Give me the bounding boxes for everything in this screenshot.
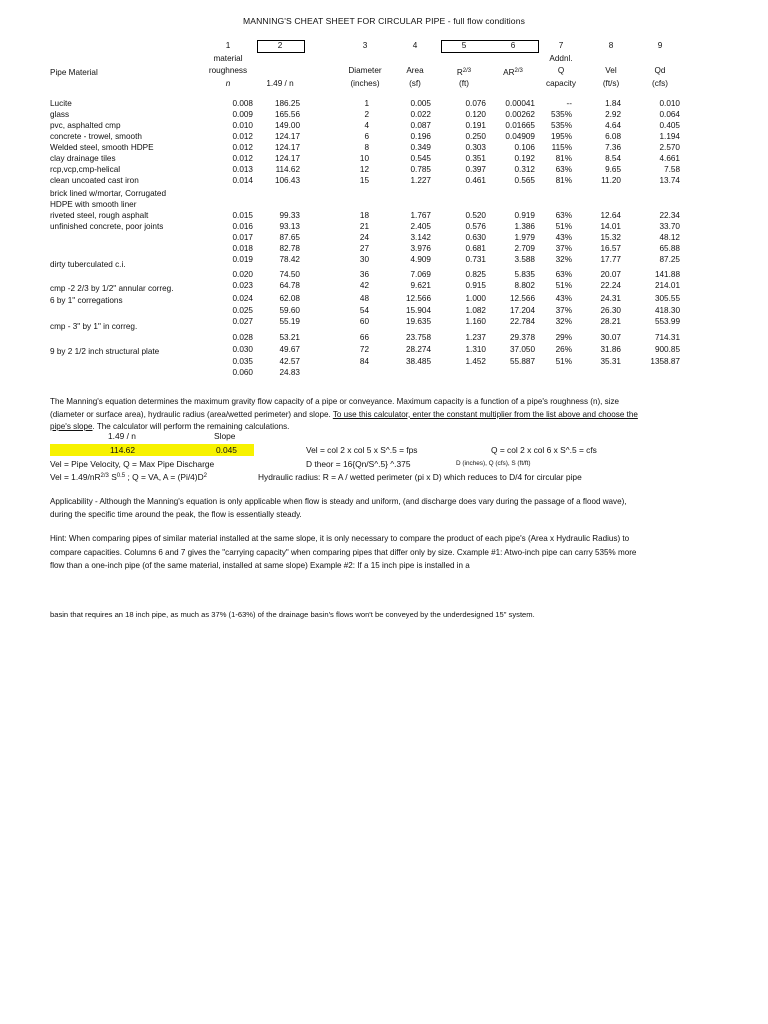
col1-line1: material: [213, 53, 243, 63]
table-cell-col4: 0.196: [410, 132, 431, 141]
table-cell-col6: 55.887: [509, 357, 535, 366]
table-cell-col4: 0.349: [410, 143, 431, 152]
header-col7: [538, 40, 584, 90]
material-welded-steel: Welded steel, smooth HDPE: [50, 143, 154, 152]
discharge-equation: Q = col 2 x col 6 x S^.5 = cfs: [491, 445, 597, 455]
material-pvc: pvc, asphalted cmp: [50, 121, 121, 130]
col4-line3: (sf): [409, 78, 421, 88]
input-constant[interactable]: 114.62: [110, 445, 135, 455]
table-cell-col3: 10: [359, 154, 369, 163]
table-row: [0, 99, 768, 110]
table-cell-col7: 26%: [555, 345, 572, 354]
col6-line2: $AR^{2/3}$: [503, 68, 523, 78]
col7-line3: capacity: [545, 78, 577, 88]
intro-paragraph: The Manning's equation determines the maximum gravity flow capacity of a pipe or conveyance. Maximum capacity is a function of a pipe's roughness (n), size (diameter or surface area), hydraulic radius (area/wetted perimeter) and slope. To use this calculator, enter the constant multiplier from the list above and choose the pipe's slope. The calculator will perform the remaining calculations.: [50, 397, 638, 431]
table-cell-col9: 714.31: [654, 333, 680, 342]
table-cell-col7: 81%: [555, 176, 572, 185]
table-cell-col2: 78.42: [279, 255, 300, 264]
table-cell-col4: 23.758: [405, 333, 431, 342]
table-cell-col6: 37.050: [509, 345, 535, 354]
table-cell-col7: 43%: [555, 233, 572, 242]
header-col2: [257, 40, 303, 90]
table-cell-col9: 13.74: [659, 176, 680, 185]
table-cell-col6: 17.204: [509, 306, 535, 315]
table-cell-col5: 0.576: [465, 222, 486, 231]
table-cell-col3: 6: [364, 132, 369, 141]
header-col6: [489, 40, 537, 90]
table-cell-col2: 124.17: [274, 132, 300, 141]
table-cell-col7: 51%: [555, 357, 572, 366]
table-cell-col3: 42: [359, 281, 369, 290]
material-unfinished-concrete: unfinished concrete, poor joints: [50, 222, 164, 231]
col4-line2: Area: [406, 66, 424, 76]
table-cell-col8: 2.92: [605, 110, 621, 119]
col5-number: 5: [461, 41, 467, 50]
table-cell-col7: 63%: [555, 270, 572, 279]
table-cell-col7: 37%: [555, 244, 572, 253]
table-cell-col1: 0.027: [232, 317, 253, 326]
col9-number: 9: [657, 41, 663, 50]
table-cell-col4: 1.767: [410, 211, 431, 220]
table-cell-col3: 48: [359, 294, 369, 303]
table-cell-col6: 2.709: [514, 244, 535, 253]
table-cell-col1: 0.028: [232, 333, 253, 342]
table-cell-col1: 0.018: [232, 244, 253, 253]
table-cell-col5: 0.351: [465, 154, 486, 163]
col3-line2: Diameter: [348, 66, 382, 76]
table-cell-col4: 0.785: [410, 165, 431, 174]
table-row: [0, 211, 768, 222]
table-cell-col4: 9.621: [410, 281, 431, 290]
header-col3: [340, 40, 390, 90]
table-cell-col5: 0.250: [465, 132, 486, 141]
table-row: [0, 333, 768, 344]
header-col4: [398, 40, 432, 90]
table-cell-col3: 54: [359, 306, 369, 315]
table-cell-col8: 8.54: [605, 154, 621, 163]
material-cast-iron: clean uncoated cast iron: [50, 176, 139, 185]
table-cell-col6: 0.312: [514, 165, 535, 174]
table-cell-col3: 30: [359, 255, 369, 264]
table-cell-col2: 149.00: [274, 121, 300, 130]
col3-line3: (inches): [350, 78, 380, 88]
table-row: [0, 222, 768, 233]
table-cell-col7: 81%: [555, 154, 572, 163]
table-row: [0, 110, 768, 121]
material-structural-plate: 9 by 2 1/2 inch structural plate: [50, 347, 160, 356]
table-cell-col3: 15: [359, 176, 369, 185]
table-cell-col3: 72: [359, 345, 369, 354]
table-cell-col6: 5.835: [514, 270, 535, 279]
table-cell-col7: 63%: [555, 165, 572, 174]
table-cell-col9: 0.064: [659, 110, 680, 119]
table-cell-col9: 1.194: [659, 132, 680, 141]
table-cell-col5: 0.461: [465, 176, 486, 185]
table-cell-col8: 16.57: [600, 244, 621, 253]
table-cell-col9: 1358.87: [650, 357, 680, 366]
hint-paragraph: Hint: When comparing pipes of similar material installed at the same slope, it is only necessary to compare the product of each pipe's (Area x Hydraulic Radius) to compare capacities. Columns 6 and 7 gives the "carrying capacity" when comparing pipes that differ only by size. Cxample #1: Atwo-inch pipe can carry 535% more flow than a one-inch pipe (of the same material, installed at same slope) Example #2: If a 15 inch pipe is installed in a: [50, 534, 637, 570]
table-cell-col9: 0.010: [659, 99, 680, 108]
table-cell-col7: 535%: [551, 121, 572, 130]
material-concrete-trowel: concrete - trowel, smooth: [50, 132, 142, 141]
material-rcp: rcp,vcp,cmp-helical: [50, 165, 121, 174]
table-cell-col7: 32%: [555, 317, 572, 326]
table-cell-col9: 0.405: [659, 121, 680, 130]
col4-number: 4: [412, 41, 418, 50]
label-constant: 1.49 / n: [108, 431, 136, 441]
table-cell-col8: 4.64: [605, 121, 621, 130]
table-cell-col7: 535%: [551, 110, 572, 119]
table-cell-col3: 1: [364, 99, 369, 108]
table-cell-col8: 31.86: [600, 345, 621, 354]
col7-line2: Q: [557, 66, 565, 76]
page-title: MANNING'S CHEAT SHEET FOR CIRCULAR PIPE - full flow conditions: [243, 16, 525, 26]
table-cell-col7: 43%: [555, 294, 572, 303]
table-cell-col9: 2.570: [659, 143, 680, 152]
table-cell-col2: 106.43: [274, 176, 300, 185]
table-cell-col1: 0.023: [232, 281, 253, 290]
table-cell-col1: 0.013: [232, 165, 253, 174]
table-cell-col2: 24.83: [279, 368, 300, 377]
table-cell-col6: 3.588: [514, 255, 535, 264]
col3-number: 3: [362, 41, 368, 50]
table-cell-col4: 38.485: [405, 357, 431, 366]
table-cell-col8: 24.31: [600, 294, 621, 303]
d-theor-equation: D theor = 16{Qn/S^.5} ^.375: [306, 459, 411, 469]
header-col8: [594, 40, 628, 90]
table-cell-col9: 305.55: [654, 294, 680, 303]
table-cell-col3: 27: [359, 244, 369, 253]
table-cell-col9: 214.01: [654, 281, 680, 290]
material-clay-tiles: clay drainage tiles: [50, 154, 116, 163]
table-cell-col7: 37%: [555, 306, 572, 315]
table-cell-col5: 0.731: [465, 255, 486, 264]
table-cell-col1: 0.025: [232, 306, 253, 315]
table-cell-col8: 30.07: [600, 333, 621, 342]
table-cell-col6: 22.784: [509, 317, 535, 326]
table-row: [0, 345, 768, 356]
table-cell-col2: 74.50: [279, 270, 300, 279]
table-cell-col8: 11.20: [601, 176, 621, 185]
table-cell-col5: 0.397: [465, 165, 486, 174]
table-cell-col4: 19.635: [405, 317, 431, 326]
table-row: [0, 357, 768, 368]
d-units: D (inches), Q (cfs), S (ft/ft): [456, 460, 531, 467]
table-cell-col4: 0.545: [410, 154, 431, 163]
instruction-underlined: To use this calculator, enter the constant multiplier from the list above and choose the pipe's slope: [50, 409, 638, 431]
col2-number: 2: [277, 41, 283, 50]
table-cell-col2: 93.13: [279, 222, 300, 231]
col2-line3: 1.49 / n: [266, 78, 294, 88]
table-cell-col4: 4.909: [410, 255, 431, 264]
table-cell-col1: 0.015: [232, 211, 253, 220]
table-row: [0, 270, 768, 281]
col8-number: 8: [608, 41, 614, 50]
table-cell-col5: 1.310: [465, 345, 486, 354]
table-cell-col9: 65.88: [659, 244, 680, 253]
col7-line1: Addnl.: [549, 53, 573, 63]
table-cell-col4: 15.904: [405, 306, 431, 315]
table-row: [0, 233, 768, 244]
table-cell-col5: 0.915: [465, 281, 486, 290]
table-cell-col5: 0.520: [465, 211, 486, 220]
table-cell-col1: 0.012: [232, 154, 253, 163]
table-cell-col9: 87.25: [659, 255, 680, 264]
table-cell-col1: 0.009: [232, 110, 253, 119]
table-row: [0, 154, 768, 165]
table-cell-col5: 1.237: [465, 333, 486, 342]
table-cell-col6: 29.378: [509, 333, 535, 342]
col8-line3: (ft/s): [602, 78, 620, 88]
table-row: [0, 281, 768, 292]
col5-line3: (ft): [458, 78, 469, 88]
table-cell-col4: 1.227: [410, 176, 431, 185]
table-cell-col9: 141.88: [654, 270, 680, 279]
table-cell-col4: 7.069: [410, 270, 431, 279]
table-cell-col8: 26.30: [600, 306, 621, 315]
material-riveted-steel: riveted steel, rough asphalt: [50, 211, 149, 220]
table-row: [0, 244, 768, 255]
table-cell-col6: 1.979: [514, 233, 535, 242]
material-brick: brick lined w/mortar, Corrugated: [50, 189, 167, 198]
material-cmp-3by1: cmp - 3" by 1" in correg.: [50, 322, 138, 331]
table-cell-col1: 0.024: [232, 294, 253, 303]
table-cell-col8: 22.24: [600, 281, 621, 290]
table-cell-col1: 0.010: [232, 121, 253, 130]
table-cell-col5: 0.825: [465, 270, 486, 279]
table-cell-col8: 14.01: [600, 222, 621, 231]
table-cell-col1: 0.014: [232, 176, 253, 185]
table-cell-col7: 63%: [555, 211, 572, 220]
table-cell-col7: --: [566, 99, 572, 108]
table-cell-col5: 1.452: [465, 357, 486, 366]
table-cell-col6: 0.106: [514, 143, 535, 152]
col9-line2: Qd: [654, 66, 666, 76]
table-row: [0, 368, 768, 379]
table-cell-col1: 0.008: [232, 99, 253, 108]
table-cell-col2: 87.65: [279, 233, 300, 242]
header-col5: [441, 40, 487, 90]
table-row: [0, 255, 768, 266]
table-cell-col3: 12: [359, 165, 369, 174]
table-cell-col3: 36: [359, 270, 369, 279]
table-cell-col7: 51%: [555, 222, 572, 231]
material-6by1: 6 by 1" corregations: [50, 296, 123, 305]
table-cell-col6: 8.802: [514, 281, 535, 290]
table-cell-col7: 29%: [555, 333, 572, 342]
table-cell-col2: 53.21: [279, 333, 300, 342]
table-cell-col4: 3.142: [410, 233, 431, 242]
table-cell-col1: 0.012: [232, 132, 253, 141]
table-cell-col1: 0.012: [232, 143, 253, 152]
col1-line3: n: [225, 78, 231, 88]
table-cell-col1: 0.060: [232, 368, 253, 377]
table-cell-col6: 12.566: [509, 294, 535, 303]
table-cell-col2: 165.56: [274, 110, 300, 119]
material-cmp-annular: cmp -2 2/3 by 1/2" annular correg.: [50, 284, 174, 293]
table-cell-col2: 55.19: [279, 317, 300, 326]
applicability-paragraph: Applicability - Although the Manning's equation is only applicable when flow is steady and uniform, (and discharge does vary during the passage of a flood wave), during the specific time around the peak, the flow is essentially steady.: [50, 497, 627, 519]
table-cell-col3: 18: [359, 211, 369, 220]
table-cell-col8: 6.08: [605, 132, 621, 141]
table-cell-col4: 0.005: [410, 99, 431, 108]
table-cell-col2: 49.67: [279, 345, 300, 354]
table-row: [0, 176, 768, 187]
input-slope[interactable]: 0.045: [216, 445, 237, 455]
table-cell-col1: 0.030: [232, 345, 253, 354]
table-cell-col6: 0.04909: [505, 132, 535, 141]
variable-definitions: Vel = Pipe Velocity, Q = Max Pipe Discharge: [50, 459, 215, 469]
table-row: [0, 143, 768, 154]
table-cell-col5: 1.000: [465, 294, 486, 303]
table-cell-col6: 0.192: [514, 154, 535, 163]
table-cell-col3: 2: [364, 110, 369, 119]
table-cell-col2: 99.33: [279, 211, 300, 220]
table-cell-col8: 35.31: [600, 357, 621, 366]
table-cell-col1: 0.017: [232, 233, 253, 242]
table-cell-col2: 59.60: [279, 306, 300, 315]
table-cell-col5: 1.082: [465, 306, 486, 315]
table-cell-col1: 0.019: [232, 255, 253, 264]
table-cell-col4: 2.405: [410, 222, 431, 231]
pipe-material-header: Pipe Material: [50, 68, 98, 77]
table-cell-col3: 8: [364, 143, 369, 152]
table-cell-col1: 0.016: [232, 222, 253, 231]
table-cell-col8: 12.64: [600, 211, 621, 220]
header-col9: [640, 40, 680, 90]
table-cell-col1: 0.020: [232, 270, 253, 279]
table-cell-col9: 900.85: [654, 345, 680, 354]
table-cell-col4: 3.976: [410, 244, 431, 253]
col9-line3: (cfs): [652, 78, 668, 88]
col1-number: 1: [225, 41, 231, 50]
table-cell-col3: 66: [359, 333, 369, 342]
table-cell-col9: 553.99: [654, 317, 680, 326]
table-cell-col3: 24: [359, 233, 369, 242]
table-cell-col6: 0.00041: [505, 99, 535, 108]
table-row: [0, 317, 768, 328]
table-cell-col8: 15.32: [600, 233, 621, 242]
table-row: [0, 294, 768, 305]
table-cell-col5: 0.681: [465, 244, 486, 253]
table-cell-col4: 0.022: [410, 110, 431, 119]
label-slope: Slope: [214, 431, 236, 441]
table-cell-col5: 0.630: [465, 233, 486, 242]
table-cell-col6: 0.00262: [505, 110, 535, 119]
table-cell-col3: 84: [359, 357, 369, 366]
material-lucite: Lucite: [50, 99, 72, 108]
table-cell-col2: 124.17: [274, 154, 300, 163]
table-cell-col1: 0.035: [232, 357, 253, 366]
table-cell-col5: 0.191: [465, 121, 486, 130]
table-cell-col9: 33.70: [659, 222, 680, 231]
table-cell-col2: 64.78: [279, 281, 300, 290]
col8-line2: Vel: [605, 66, 617, 76]
table-cell-col2: 42.57: [279, 357, 300, 366]
hydraulic-radius-note: Hydraulic radius: R = A / wetted perimeter (pi x D) which reduces to D/4 for circular pipe: [258, 472, 582, 482]
col1-line2: roughness: [208, 66, 248, 76]
material-hdpe-liner: HDPE with smooth liner: [50, 200, 137, 209]
table-cell-col2: 124.17: [274, 143, 300, 152]
material-tuberculated: dirty tuberculated c.i.: [50, 260, 126, 269]
table-row: [0, 306, 768, 317]
header-col1: [200, 40, 256, 90]
table-cell-col8: 1.84: [605, 99, 621, 108]
table-cell-col4: 28.274: [405, 345, 431, 354]
table-cell-col8: 20.07: [600, 270, 621, 279]
table-cell-col8: 9.65: [605, 165, 621, 174]
table-cell-col6: 0.919: [514, 211, 535, 220]
table-cell-col3: 21: [359, 222, 369, 231]
table-cell-col7: 32%: [555, 255, 572, 264]
col7-number: 7: [558, 41, 564, 50]
table-cell-col4: 12.566: [405, 294, 431, 303]
table-row: [0, 165, 768, 176]
footer-note: basin that requires an 18 inch pipe, as much as 37% (1-63%) of the drainage basin's flows won't be conveyed by the underdesigned 15" system.: [50, 610, 535, 619]
col6-number: 6: [510, 41, 516, 50]
table-cell-col3: 4: [364, 121, 369, 130]
col5-line2: $R^{2/3}$: [456, 68, 472, 78]
table-cell-col9: 22.34: [659, 211, 680, 220]
table-cell-col4: 0.087: [410, 121, 431, 130]
table-cell-col2: 186.25: [274, 99, 300, 108]
table-cell-col2: 62.08: [279, 294, 300, 303]
table-cell-col8: 7.36: [605, 143, 621, 152]
table-cell-col3: 60: [359, 317, 369, 326]
manning-formula: Vel = $1.49/nR^{2/3}$ $S^{0.5}$ ; Q = VA, $A = (Pi/4)D^2$: [50, 472, 207, 482]
table-cell-col6: 1.386: [514, 222, 535, 231]
velocity-equation: Vel = col 2 x col 5 x S^.5 = fps: [306, 445, 418, 455]
table-cell-col8: 17.77: [600, 255, 621, 264]
table-cell-col8: 28.21: [600, 317, 621, 326]
table-cell-col2: 114.62: [275, 165, 300, 174]
table-cell-col5: 0.120: [465, 110, 486, 119]
table-cell-col5: 1.160: [465, 317, 486, 326]
table-cell-col9: 418.30: [654, 306, 680, 315]
material-glass: glass: [50, 110, 70, 119]
table-cell-col6: 0.565: [514, 176, 535, 185]
table-cell-col7: 51%: [555, 281, 572, 290]
table-cell-col9: 7.58: [664, 165, 680, 174]
table-cell-col9: 4.661: [659, 154, 680, 163]
table-cell-col5: 0.303: [465, 143, 486, 152]
table-cell-col7: 115%: [551, 143, 572, 152]
table-row: [0, 121, 768, 132]
table-cell-col5: 0.076: [465, 99, 486, 108]
table-row: [0, 132, 768, 143]
table-cell-col2: 82.78: [279, 244, 300, 253]
table-cell-col6: 0.01665: [505, 121, 535, 130]
table-cell-col7: 195%: [551, 132, 572, 141]
table-cell-col9: 48.12: [659, 233, 680, 242]
